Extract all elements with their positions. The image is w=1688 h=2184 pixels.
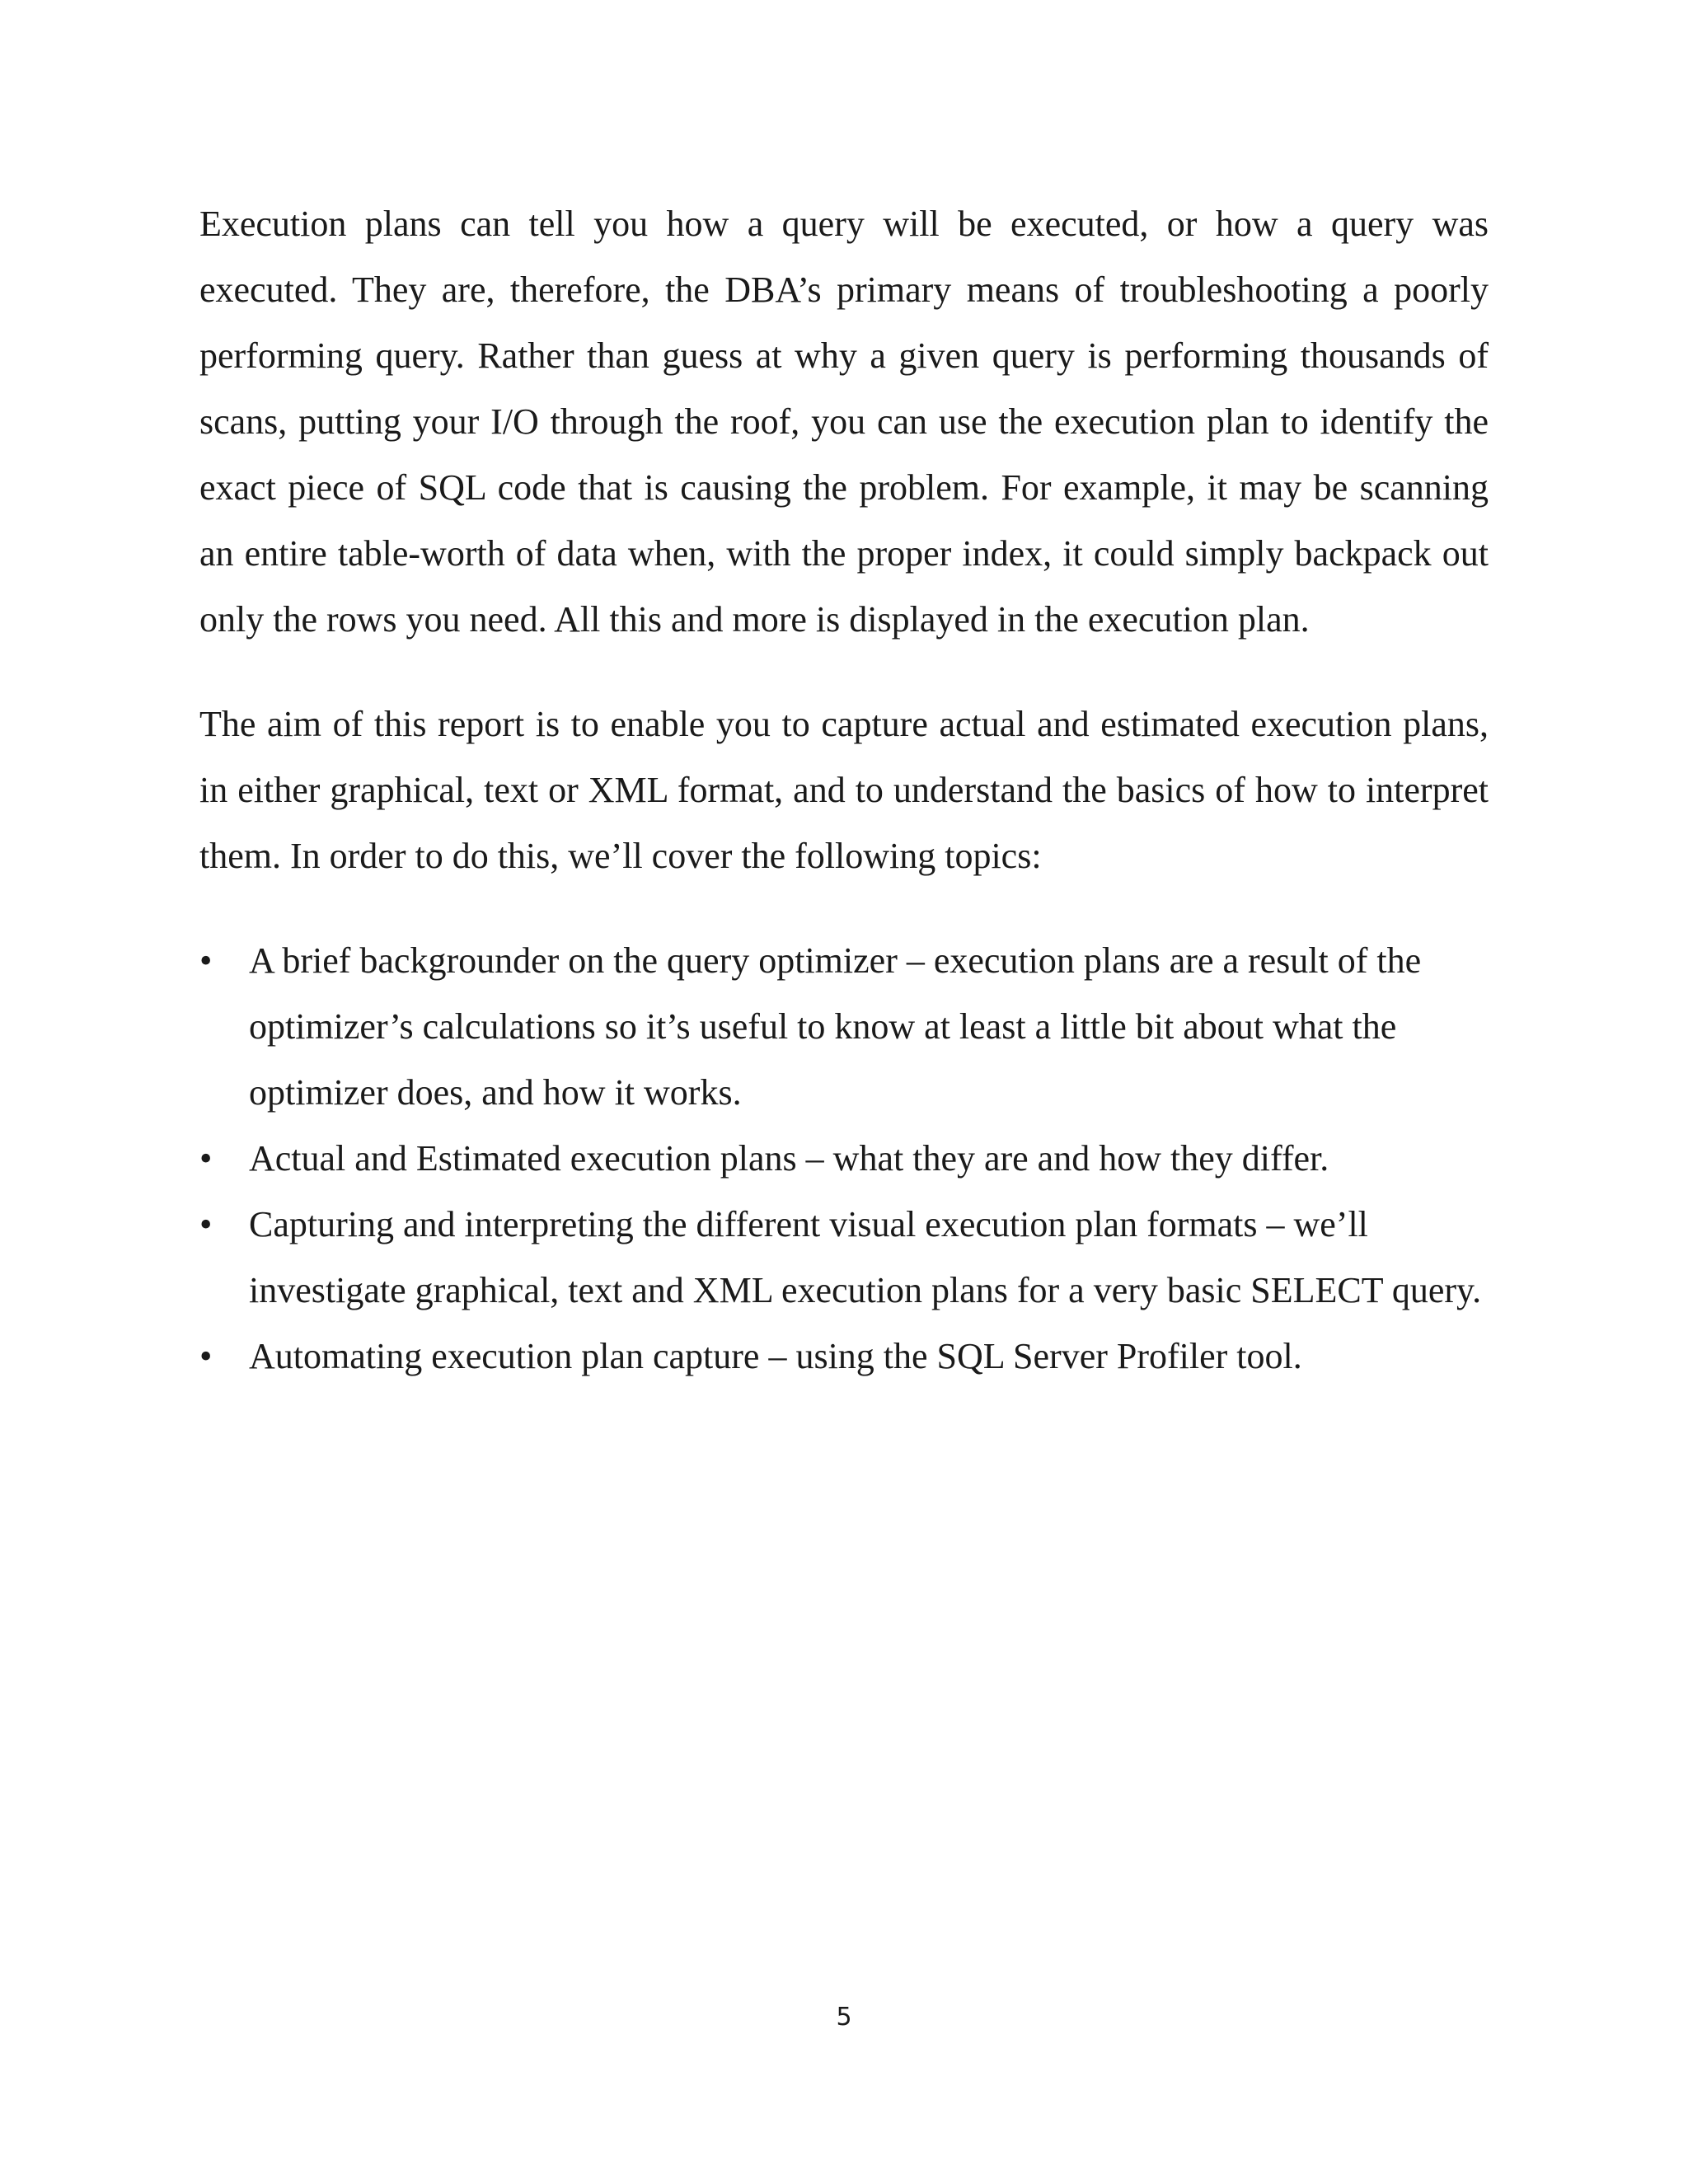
- topics-list: [199, 928, 1489, 1390]
- topic-text: Actual and Estimated execution plans – what they are and how they differ.: [249, 1138, 1329, 1179]
- topic-text: A brief backgrounder on the query optimizer – execution plans are a result of the optimizer’s calculations so it’s useful to know at least a little bit about what the optimizer does, and how it works.: [249, 940, 1422, 1113]
- page-number: 5: [836, 2003, 852, 2032]
- list-item: [199, 1126, 1489, 1192]
- bullet-icon: •: [199, 940, 213, 981]
- intro-paragraph: Execution plans can tell you how a query will be executed, or how a query was executed. They are, therefore, the DBA’s primary means of troubleshooting a poorly performing query. Rather than guess at why a given query is performing thousands of scans, putting your I/O through the roof, you can use the execution plan to identify the exact piece of SQL code that is causing the problem. For example, it may be scanning an entire table-worth of data when, with the proper index, it could simply backpack out only the rows you need. All this and more is displayed in the execution plan.: [199, 204, 1489, 640]
- aim-paragraph: The aim of this report is to enable you to capture actual and estimated execution plans, in either graphical, text or XML format, and to understand the basics of how to interpret them. In order to do this, we’ll cover the following topics:: [199, 704, 1489, 876]
- bullet-icon: •: [199, 1204, 213, 1244]
- page-body: [199, 191, 1489, 1390]
- list-item: [199, 1192, 1489, 1324]
- topic-text: Capturing and interpreting the different visual execution plan formats – we’ll investigate graphical, text and XML execution plans for a very basic SELECT query.: [249, 1204, 1482, 1310]
- list-item: [199, 928, 1489, 1126]
- bullet-icon: •: [199, 1336, 213, 1376]
- bullet-icon: •: [199, 1138, 213, 1179]
- topic-text: Automating execution plan capture – using the SQL Server Profiler tool.: [249, 1336, 1302, 1376]
- list-item: [199, 1324, 1489, 1390]
